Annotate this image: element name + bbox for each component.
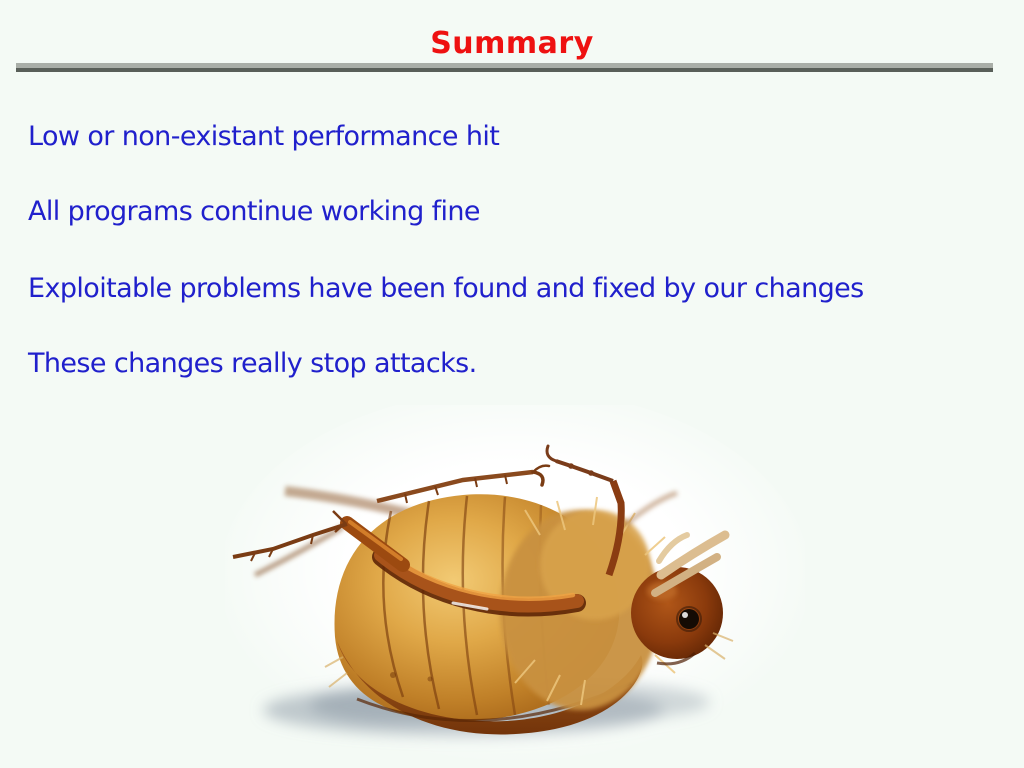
- beetle-image: [225, 405, 805, 765]
- bullet-line: Exploitable problems have been found and fixed by our changes: [28, 273, 864, 304]
- bullet-line: Low or non-existant performance hit: [28, 121, 500, 152]
- divider-dark-bar: [16, 68, 993, 72]
- beetle-photo: [225, 405, 805, 765]
- title-divider: [16, 63, 993, 72]
- beetle-eye: [679, 609, 699, 629]
- bullet-line: These changes really stop attacks.: [28, 348, 477, 379]
- page-title: Summary: [430, 26, 594, 61]
- bullet-line: All programs continue working fine: [28, 196, 480, 227]
